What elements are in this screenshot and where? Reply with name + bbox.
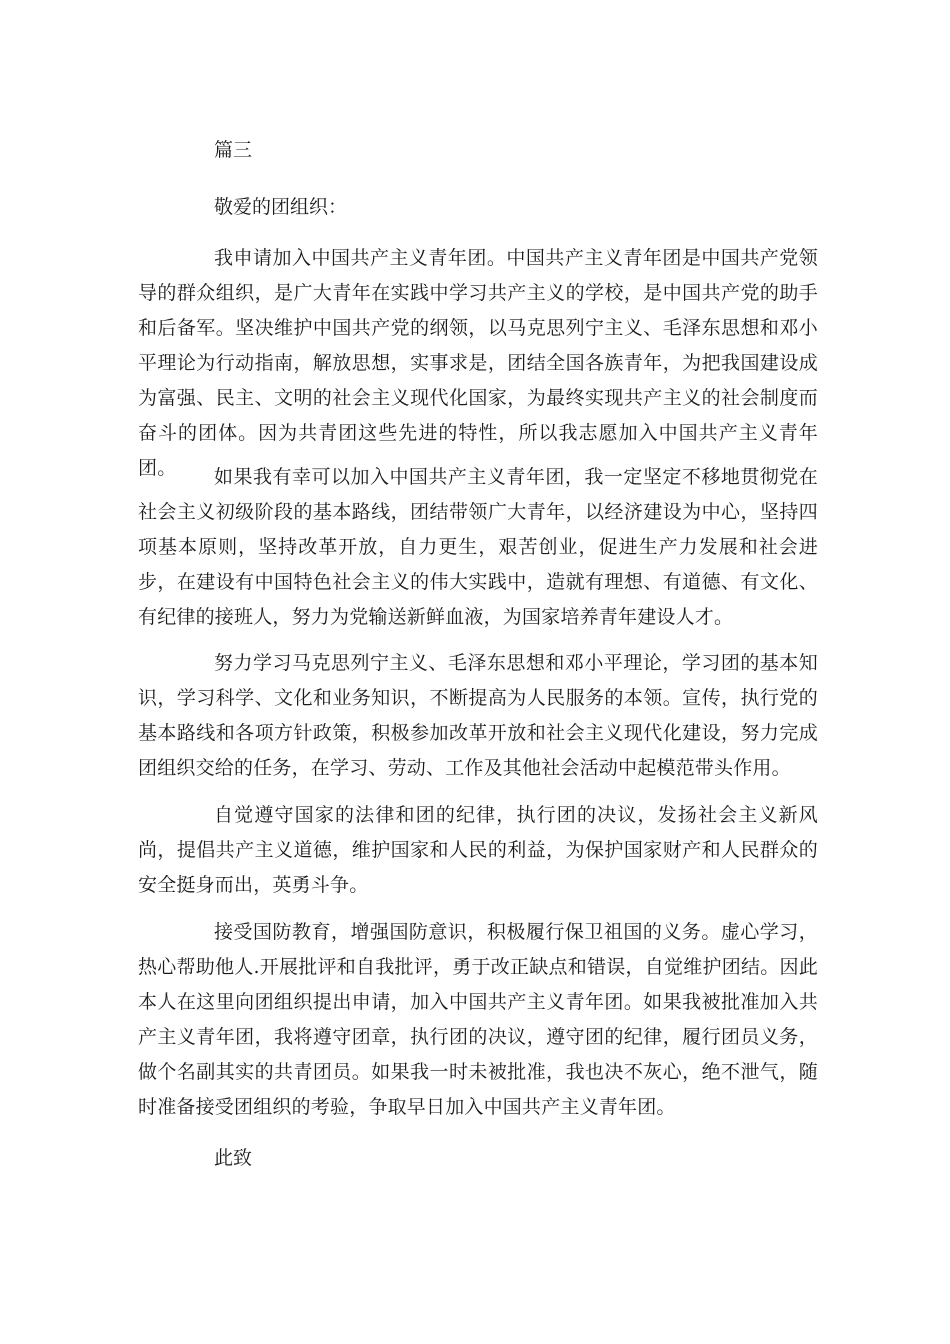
paragraph-2: 如果我有幸可以加入中国共产主义青年团，我一定坚定不移地贯彻党在社会主义初级阶段的基本路线，团结带领广大青年，以经济建设为中心，坚持四项基本原则，坚持改革开放，自力更生，艰苦创业，促进生产力发展和社会进步，在建设有中国特色社会主义的伟大实践中，造就有理想、有道德、有文化、有纪律的接班人，努力为党输送新鲜血液，为国家培养青年建设人才。 <box>138 466 818 628</box>
salutation: 敬爱的团组织： <box>214 196 348 218</box>
paragraph-3: 努力学习马克思列宁主义、毛泽东思想和邓小平理论，学习团的基本知识，学习科学、文化和业务知识，不断提高为人民服务的本领。宣传，执行党的基本路线和各项方针政策，积极参加改革开放和社会主义现代化建设，努力完成团组织交给的任务，在学习、劳动、工作及其他社会活动中起模范带头作用。 <box>138 652 818 779</box>
section-title: 篇三 <box>214 139 253 161</box>
paragraph-5: 接受国防教育，增强国防意识，积极履行保卫祖国的义务。虚心学习，热心帮助他人.开展批评和自我批评，勇于改正缺点和错误，自觉维护团结。因此本人在这里向团组织提出申请，加入中国共产主义青年团。如果我被批准加入共产主义青年团，我将遵守团章，执行团的决议，遵守团的纪律，履行团员义务，做个名副其实的共青团员。如果我一时未被批准，我也决不灰心，绝不泄气，随时准备接受团组织的考验，争取早日加入中国共产主义青年团。 <box>138 921 818 1118</box>
paragraph-1: 我申请加入中国共产主义青年团。中国共产主义青年团是中国共产党领导的群众组织，是广大青年在实践中学习共产主义的学校，是中国共产党的助手和后备军。坚决维护中国共产党的纲领，以马克思列宁主义、毛泽东思想和邓小平理论为行动指南，解放思想，实事求是，团结全国各族青年，为把我国建设成为富强、民主、文明的社会主义现代化国家，为最终实现共产主义的社会制度而奋斗的团体。因为共青团这些先进的特性，所以我志愿加入中国共产主义青年团。 <box>138 247 818 479</box>
paragraph-4: 自觉遵守国家的法律和团的纪律，执行团的决议，发扬社会主义新风尚，提倡共产主义道德，维护国家和人民的利益，为保护国家财产和人民群众的安全挺身而出，英勇斗争。 <box>138 804 818 896</box>
closing: 此致 <box>214 1147 253 1169</box>
